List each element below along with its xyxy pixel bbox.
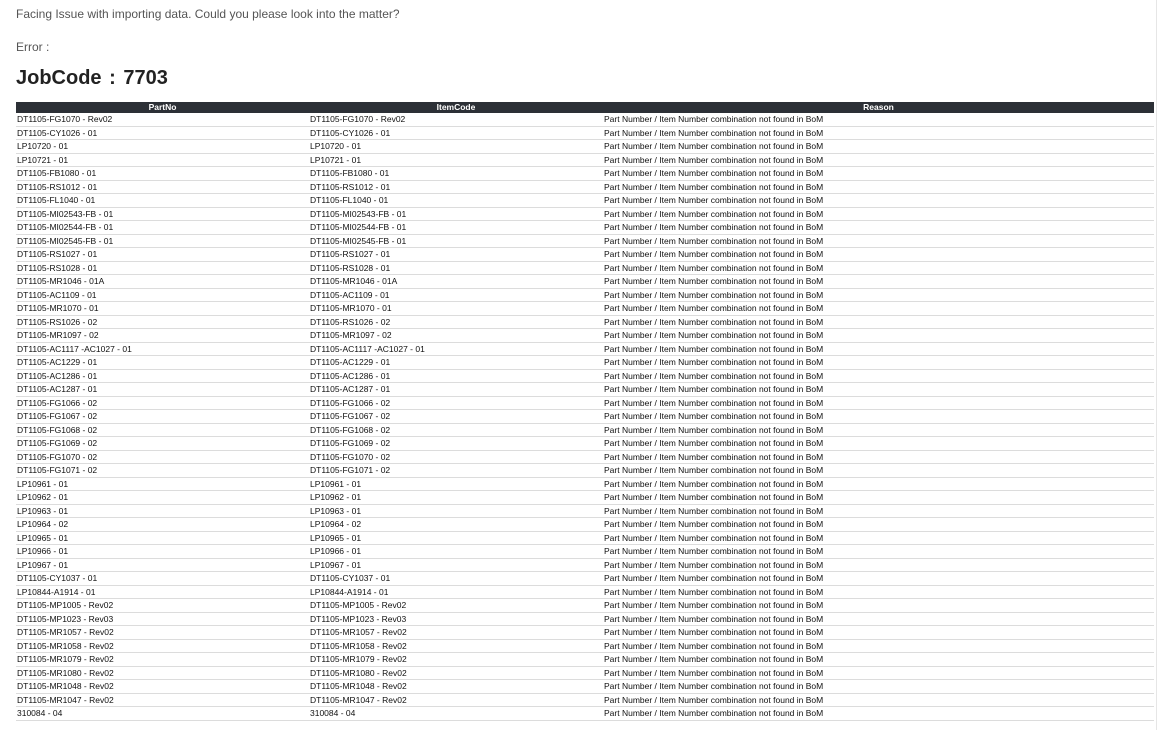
cell-itemcode: DT1105-FB1080 - 01 — [309, 167, 603, 181]
table-row — [16, 572, 1154, 586]
error-table-body — [16, 113, 1154, 720]
cell-itemcode: LP10844-A1914 - 01 — [309, 585, 603, 599]
jobcode-label: JobCode — [16, 67, 102, 89]
table-row — [16, 167, 1154, 181]
cell-reason: Part Number / Item Number combination not found in BoM — [603, 302, 1154, 316]
table-row — [16, 288, 1154, 302]
cell-reason: Part Number / Item Number combination not found in BoM — [603, 410, 1154, 424]
cell-reason: Part Number / Item Number combination not found in BoM — [603, 153, 1154, 167]
cell-partno: DT1105-MR1097 - 02 — [16, 329, 309, 343]
jobcode-value: 7703 — [123, 67, 168, 89]
table-row — [16, 194, 1154, 208]
cell-partno: DT1105-MR1048 - Rev02 — [16, 680, 309, 694]
table-row — [16, 612, 1154, 626]
cell-itemcode: DT1105-MR1097 - 02 — [309, 329, 603, 343]
cell-itemcode: DT1105-RS1026 - 02 — [309, 315, 603, 329]
table-row — [16, 356, 1154, 370]
cell-itemcode: DT1105-AC1229 - 01 — [309, 356, 603, 370]
jobcode-heading — [16, 64, 168, 92]
cell-itemcode: LP10961 - 01 — [309, 477, 603, 491]
cell-partno: DT1105-AC1109 - 01 — [16, 288, 309, 302]
cell-reason: Part Number / Item Number combination not found in BoM — [603, 666, 1154, 680]
cell-itemcode: DT1105-CY1037 - 01 — [309, 572, 603, 586]
cell-itemcode: DT1105-CY1026 - 01 — [309, 126, 603, 140]
cell-itemcode: DT1105-MR1070 - 01 — [309, 302, 603, 316]
column-header-reason: Reason — [603, 102, 1154, 113]
cell-partno: LP10721 - 01 — [16, 153, 309, 167]
table-row — [16, 558, 1154, 572]
cell-reason: Part Number / Item Number combination not found in BoM — [603, 558, 1154, 572]
cell-partno: DT1105-MI02544-FB - 01 — [16, 221, 309, 235]
cell-partno: LP10966 - 01 — [16, 545, 309, 559]
cell-reason: Part Number / Item Number combination not found in BoM — [603, 545, 1154, 559]
content-border — [1156, 0, 1157, 730]
cell-itemcode: LP10963 - 01 — [309, 504, 603, 518]
table-row — [16, 585, 1154, 599]
cell-itemcode: DT1105-RS1027 - 01 — [309, 248, 603, 262]
cell-reason: Part Number / Item Number combination not found in BoM — [603, 126, 1154, 140]
cell-reason: Part Number / Item Number combination not found in BoM — [603, 315, 1154, 329]
cell-itemcode: LP10966 - 01 — [309, 545, 603, 559]
cell-itemcode: DT1105-MR1048 - Rev02 — [309, 680, 603, 694]
cell-itemcode: DT1105-AC1286 - 01 — [309, 369, 603, 383]
cell-itemcode: DT1105-FL1040 - 01 — [309, 194, 603, 208]
cell-partno: LP10844-A1914 - 01 — [16, 585, 309, 599]
cell-partno: DT1105-FG1068 - 02 — [16, 423, 309, 437]
cell-itemcode: DT1105-MR1080 - Rev02 — [309, 666, 603, 680]
cell-partno: DT1105-MI02543-FB - 01 — [16, 207, 309, 221]
cell-partno: DT1105-MI02545-FB - 01 — [16, 234, 309, 248]
cell-reason: Part Number / Item Number combination not found in BoM — [603, 653, 1154, 667]
cell-itemcode: LP10720 - 01 — [309, 140, 603, 154]
cell-itemcode: DT1105-MR1058 - Rev02 — [309, 639, 603, 653]
cell-itemcode: LP10965 - 01 — [309, 531, 603, 545]
cell-itemcode: DT1105-MR1079 - Rev02 — [309, 653, 603, 667]
cell-partno: LP10967 - 01 — [16, 558, 309, 572]
cell-itemcode: LP10721 - 01 — [309, 153, 603, 167]
table-row — [16, 599, 1154, 613]
cell-itemcode: DT1105-FG1070 - Rev02 — [309, 113, 603, 126]
cell-partno: LP10964 - 02 — [16, 518, 309, 532]
cell-itemcode: DT1105-MP1005 - Rev02 — [309, 599, 603, 613]
table-row — [16, 153, 1154, 167]
table-row — [16, 234, 1154, 248]
cell-partno: DT1105-MR1058 - Rev02 — [16, 639, 309, 653]
cell-partno: DT1105-MP1023 - Rev03 — [16, 612, 309, 626]
cell-itemcode: DT1105-FG1071 - 02 — [309, 464, 603, 478]
cell-partno: DT1105-AC1117 -AC1027 - 01 — [16, 342, 309, 356]
cell-itemcode: DT1105-FG1070 - 02 — [309, 450, 603, 464]
cell-partno: LP10961 - 01 — [16, 477, 309, 491]
cell-partno: DT1105-FG1070 - Rev02 — [16, 113, 309, 126]
cell-itemcode: DT1105-RS1012 - 01 — [309, 180, 603, 194]
table-row — [16, 396, 1154, 410]
cell-reason: Part Number / Item Number combination not found in BoM — [603, 504, 1154, 518]
cell-itemcode: LP10964 - 02 — [309, 518, 603, 532]
column-header-itemcode: ItemCode — [309, 102, 603, 113]
cell-partno: DT1105-MR1080 - Rev02 — [16, 666, 309, 680]
table-row — [16, 491, 1154, 505]
cell-reason: Part Number / Item Number combination not found in BoM — [603, 288, 1154, 302]
cell-partno: DT1105-FG1070 - 02 — [16, 450, 309, 464]
table-row — [16, 626, 1154, 640]
cell-reason: Part Number / Item Number combination not found in BoM — [603, 140, 1154, 154]
cell-partno: DT1105-MR1046 - 01A — [16, 275, 309, 289]
cell-itemcode: DT1105-MR1046 - 01A — [309, 275, 603, 289]
table-row — [16, 126, 1154, 140]
cell-itemcode: DT1105-FG1066 - 02 — [309, 396, 603, 410]
cell-reason: Part Number / Item Number combination not found in BoM — [603, 180, 1154, 194]
table-row — [16, 221, 1154, 235]
cell-itemcode: DT1105-MI02544-FB - 01 — [309, 221, 603, 235]
cell-partno: LP10963 - 01 — [16, 504, 309, 518]
cell-itemcode: DT1105-MR1057 - Rev02 — [309, 626, 603, 640]
cell-reason: Part Number / Item Number combination not found in BoM — [603, 518, 1154, 532]
cell-itemcode: LP10962 - 01 — [309, 491, 603, 505]
cell-reason: Part Number / Item Number combination not found in BoM — [603, 423, 1154, 437]
table-row — [16, 639, 1154, 653]
table-row — [16, 180, 1154, 194]
cell-itemcode: DT1105-MR1047 - Rev02 — [309, 693, 603, 707]
cell-itemcode: DT1105-AC1287 - 01 — [309, 383, 603, 397]
table-row — [16, 207, 1154, 221]
cell-reason: Part Number / Item Number combination not found in BoM — [603, 626, 1154, 640]
cell-reason: Part Number / Item Number combination not found in BoM — [603, 383, 1154, 397]
cell-reason: Part Number / Item Number combination not found in BoM — [603, 261, 1154, 275]
cell-partno: DT1105-RS1027 - 01 — [16, 248, 309, 262]
cell-reason: Part Number / Item Number combination not found in BoM — [603, 329, 1154, 343]
error-table — [16, 102, 1154, 721]
cell-reason: Part Number / Item Number combination not found in BoM — [603, 356, 1154, 370]
cell-partno: DT1105-CY1026 - 01 — [16, 126, 309, 140]
cell-reason: Part Number / Item Number combination not found in BoM — [603, 234, 1154, 248]
cell-itemcode: DT1105-FG1068 - 02 — [309, 423, 603, 437]
cell-itemcode: LP10967 - 01 — [309, 558, 603, 572]
cell-partno: DT1105-RS1012 - 01 — [16, 180, 309, 194]
table-row — [16, 248, 1154, 262]
table-row — [16, 140, 1154, 154]
table-row — [16, 450, 1154, 464]
cell-reason: Part Number / Item Number combination not found in BoM — [603, 572, 1154, 586]
cell-reason: Part Number / Item Number combination not found in BoM — [603, 194, 1154, 208]
table-row — [16, 437, 1154, 451]
cell-itemcode: DT1105-MI02543-FB - 01 — [309, 207, 603, 221]
cell-itemcode: DT1105-RS1028 - 01 — [309, 261, 603, 275]
cell-partno: DT1105-MR1047 - Rev02 — [16, 693, 309, 707]
cell-partno: 310084 - 04 — [16, 707, 309, 721]
cell-partno: DT1105-FB1080 - 01 — [16, 167, 309, 181]
cell-partno: DT1105-MR1070 - 01 — [16, 302, 309, 316]
table-row — [16, 504, 1154, 518]
table-row — [16, 329, 1154, 343]
cell-reason: Part Number / Item Number combination not found in BoM — [603, 450, 1154, 464]
cell-partno: DT1105-MR1057 - Rev02 — [16, 626, 309, 640]
cell-reason: Part Number / Item Number combination not found in BoM — [603, 248, 1154, 262]
table-row — [16, 113, 1154, 126]
cell-reason: Part Number / Item Number combination not found in BoM — [603, 680, 1154, 694]
table-row — [16, 423, 1154, 437]
cell-partno: DT1105-FG1066 - 02 — [16, 396, 309, 410]
cell-reason: Part Number / Item Number combination not found in BoM — [603, 707, 1154, 721]
cell-reason: Part Number / Item Number combination not found in BoM — [603, 464, 1154, 478]
table-row — [16, 383, 1154, 397]
cell-reason: Part Number / Item Number combination not found in BoM — [603, 477, 1154, 491]
cell-partno: LP10962 - 01 — [16, 491, 309, 505]
cell-reason: Part Number / Item Number combination not found in BoM — [603, 491, 1154, 505]
cell-reason: Part Number / Item Number combination not found in BoM — [603, 437, 1154, 451]
table-row — [16, 464, 1154, 478]
table-row — [16, 518, 1154, 532]
column-header-partno: PartNo — [16, 102, 309, 113]
cell-partno: DT1105-AC1286 - 01 — [16, 369, 309, 383]
table-row — [16, 680, 1154, 694]
table-row — [16, 302, 1154, 316]
cell-itemcode: DT1105-FG1069 - 02 — [309, 437, 603, 451]
table-row — [16, 315, 1154, 329]
table-row — [16, 477, 1154, 491]
cell-reason: Part Number / Item Number combination not found in BoM — [603, 207, 1154, 221]
cell-partno: DT1105-RS1028 - 01 — [16, 261, 309, 275]
cell-partno: LP10965 - 01 — [16, 531, 309, 545]
table-row — [16, 531, 1154, 545]
intro-text: Facing Issue with importing data. Could you please look into the matter? — [16, 7, 400, 21]
cell-partno: DT1105-FG1069 - 02 — [16, 437, 309, 451]
cell-reason: Part Number / Item Number combination not found in BoM — [603, 396, 1154, 410]
cell-partno: DT1105-MR1079 - Rev02 — [16, 653, 309, 667]
cell-reason: Part Number / Item Number combination not found in BoM — [603, 531, 1154, 545]
cell-reason: Part Number / Item Number combination not found in BoM — [603, 221, 1154, 235]
cell-reason: Part Number / Item Number combination not found in BoM — [603, 113, 1154, 126]
cell-partno: DT1105-AC1229 - 01 — [16, 356, 309, 370]
table-row — [16, 410, 1154, 424]
cell-reason: Part Number / Item Number combination not found in BoM — [603, 369, 1154, 383]
table-row — [16, 545, 1154, 559]
cell-itemcode: DT1105-MI02545-FB - 01 — [309, 234, 603, 248]
table-row — [16, 342, 1154, 356]
cell-reason: Part Number / Item Number combination not found in BoM — [603, 599, 1154, 613]
jobcode-separator: : — [109, 67, 116, 89]
cell-reason: Part Number / Item Number combination not found in BoM — [603, 342, 1154, 356]
cell-reason: Part Number / Item Number combination not found in BoM — [603, 585, 1154, 599]
cell-partno: DT1105-FG1071 - 02 — [16, 464, 309, 478]
cell-reason: Part Number / Item Number combination not found in BoM — [603, 612, 1154, 626]
cell-itemcode: DT1105-AC1109 - 01 — [309, 288, 603, 302]
table-row — [16, 275, 1154, 289]
cell-partno: DT1105-CY1037 - 01 — [16, 572, 309, 586]
cell-itemcode: DT1105-AC1117 -AC1027 - 01 — [309, 342, 603, 356]
error-label: Error : — [16, 40, 50, 54]
cell-itemcode: DT1105-MP1023 - Rev03 — [309, 612, 603, 626]
cell-partno: DT1105-FL1040 - 01 — [16, 194, 309, 208]
cell-reason: Part Number / Item Number combination not found in BoM — [603, 167, 1154, 181]
table-row — [16, 693, 1154, 707]
table-row — [16, 666, 1154, 680]
cell-itemcode: 310084 - 04 — [309, 707, 603, 721]
cell-partno: DT1105-AC1287 - 01 — [16, 383, 309, 397]
cell-partno: DT1105-MP1005 - Rev02 — [16, 599, 309, 613]
table-row — [16, 261, 1154, 275]
error-table-header — [16, 102, 1154, 113]
table-row — [16, 707, 1154, 721]
cell-reason: Part Number / Item Number combination not found in BoM — [603, 639, 1154, 653]
table-row — [16, 369, 1154, 383]
table-row — [16, 653, 1154, 667]
cell-partno: DT1105-FG1067 - 02 — [16, 410, 309, 424]
cell-partno: LP10720 - 01 — [16, 140, 309, 154]
cell-reason: Part Number / Item Number combination not found in BoM — [603, 275, 1154, 289]
cell-itemcode: DT1105-FG1067 - 02 — [309, 410, 603, 424]
cell-reason: Part Number / Item Number combination not found in BoM — [603, 693, 1154, 707]
cell-partno: DT1105-RS1026 - 02 — [16, 315, 309, 329]
